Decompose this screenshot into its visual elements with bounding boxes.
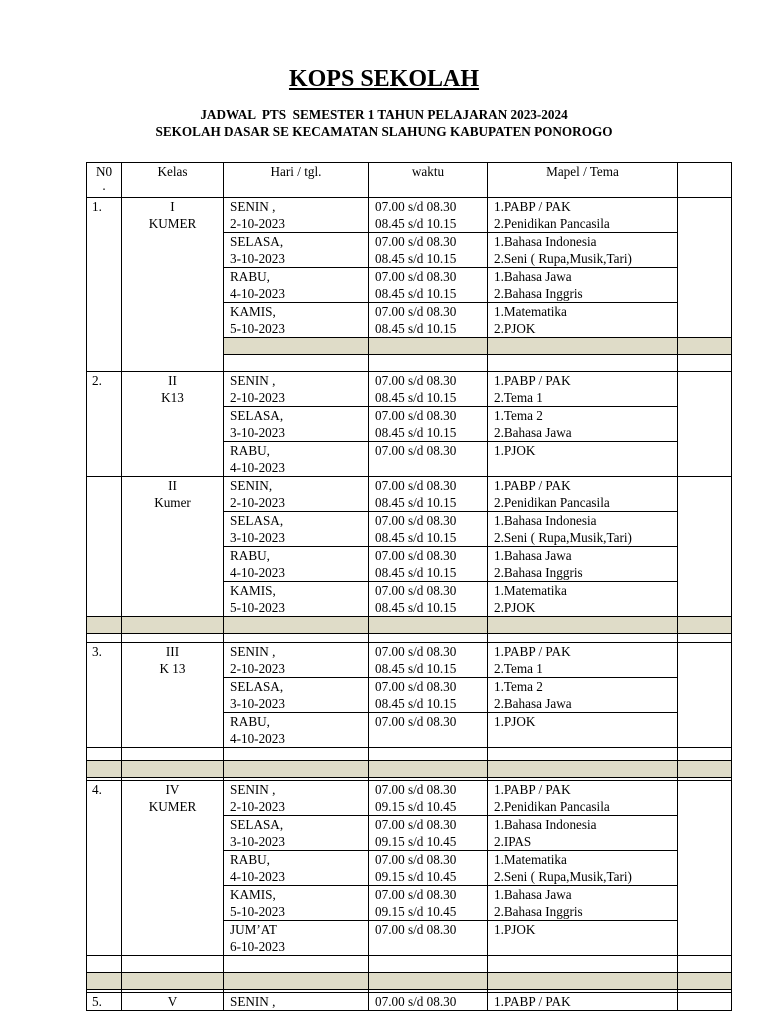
day-date-line-2: 4-10-2023 — [230, 565, 285, 580]
subject-line-2: 2.Seni ( Rupa,Musik,Tari) — [494, 869, 632, 884]
sep-cell — [224, 338, 369, 355]
class-name — [122, 643, 224, 748]
subject — [488, 198, 678, 233]
day-date-line-1: JUM’AT — [230, 922, 277, 937]
extra-cell — [678, 643, 732, 748]
subject-line-1: 1.PJOK — [494, 922, 536, 937]
document-subtitle-school: SEKOLAH DASAR SE KECAMATAN SLAHUNG KABUPATEN PONOROGO — [155, 124, 613, 139]
schedule-row — [87, 477, 732, 512]
time-slot-line-1: 07.00 s/d 08.30 — [375, 852, 457, 867]
class-name — [122, 993, 224, 1011]
time-slot-line-2: 08.45 s/d 10.15 — [375, 425, 457, 440]
subject-line-1: 1.Bahasa Indonesia — [494, 513, 597, 528]
blank-row — [87, 634, 732, 643]
day-date-line-1: KAMIS, — [230, 887, 276, 902]
subject — [488, 477, 678, 512]
subject — [488, 713, 678, 748]
time-slot — [369, 678, 488, 713]
schedule-row — [87, 993, 732, 1011]
day-date-line-2: 4-10-2023 — [230, 460, 285, 475]
time-slot-line-2: 09.15 s/d 10.45 — [375, 799, 457, 814]
subject — [488, 372, 678, 407]
subject-line-1: 1.Bahasa Indonesia — [494, 817, 597, 832]
time-slot-line-1: 07.00 s/d 08.30 — [375, 304, 457, 319]
subject — [488, 993, 678, 1011]
separator-row-cell — [369, 973, 488, 990]
class-name-line-1: II — [168, 373, 177, 388]
day-date-line-2: 6-10-2023 — [230, 939, 285, 954]
time-slot — [369, 643, 488, 678]
blank-row-cell — [87, 634, 122, 643]
day-date-line-1: SENIN, — [230, 478, 273, 493]
time-slot-line-2: 08.45 s/d 10.15 — [375, 495, 457, 510]
separator-row-cell — [87, 617, 122, 634]
time-slot — [369, 993, 488, 1011]
class-name — [122, 372, 224, 477]
blank-row-cell — [488, 956, 678, 973]
subject-line-1: 1.Tema 2 — [494, 679, 543, 694]
subject — [488, 921, 678, 956]
subject — [488, 407, 678, 442]
time-slot — [369, 547, 488, 582]
separator-row-cell — [678, 973, 732, 990]
separator-row-cell — [488, 761, 678, 778]
separator-row-cell — [224, 617, 369, 634]
subject-line-1: 1.Bahasa Indonesia — [494, 234, 597, 249]
day-date — [224, 886, 369, 921]
subject — [488, 678, 678, 713]
schedule-row — [87, 198, 732, 233]
separator-row — [87, 761, 732, 778]
day-date-line-2: 3-10-2023 — [230, 834, 285, 849]
time-slot-line-1: 07.00 s/d 08.30 — [375, 994, 457, 1009]
day-date — [224, 851, 369, 886]
class-name-line-2: Kumer — [154, 495, 191, 510]
blank-row — [87, 956, 732, 973]
day-date-line-1: SENIN , — [230, 373, 276, 388]
subject-line-1: 1.PJOK — [494, 443, 536, 458]
subject-line-1: 1.PABP / PAK — [494, 644, 571, 659]
time-slot-line-2: 09.15 s/d 10.45 — [375, 834, 457, 849]
time-slot — [369, 303, 488, 338]
time-slot — [369, 442, 488, 477]
time-slot-line-1: 07.00 s/d 08.30 — [375, 269, 457, 284]
day-date-line-1: RABU, — [230, 548, 270, 563]
subject — [488, 816, 678, 851]
day-date-line-1: RABU, — [230, 269, 270, 284]
blank-cell — [369, 355, 488, 372]
blank-row-cell — [678, 634, 732, 643]
schedule-row — [87, 372, 732, 407]
class-name-line-1: III — [165, 644, 180, 659]
day-date — [224, 582, 369, 617]
time-slot-line-1: 07.00 s/d 08.30 — [375, 234, 457, 249]
time-slot-line-1: 07.00 s/d 08.30 — [375, 817, 457, 832]
time-slot — [369, 582, 488, 617]
day-date-line-1: SELASA, — [230, 679, 284, 694]
subject — [488, 851, 678, 886]
day-date-line-2: 3-10-2023 — [230, 425, 285, 440]
day-date — [224, 678, 369, 713]
day-date-line-1: SELASA, — [230, 408, 284, 423]
day-date-line-1: RABU, — [230, 714, 270, 729]
day-date-line-2: 2-10-2023 — [230, 216, 285, 231]
subject-line-2: 2.PJOK — [494, 321, 536, 336]
day-date-line-1: SENIN , — [230, 782, 276, 797]
time-slot-line-1: 07.00 s/d 08.30 — [375, 782, 457, 797]
time-slot-line-1: 07.00 s/d 08.30 — [375, 679, 457, 694]
time-slot — [369, 781, 488, 816]
time-slot — [369, 921, 488, 956]
subject-line-1: 1.Matematika — [494, 304, 567, 319]
header-waktu: waktu — [369, 163, 488, 198]
schedule-row — [87, 643, 732, 678]
blank-cell — [678, 355, 732, 372]
blank-row-cell — [122, 956, 224, 973]
subject — [488, 268, 678, 303]
day-date-line-2: 5-10-2023 — [230, 904, 285, 919]
day-date — [224, 512, 369, 547]
day-date-line-1: SENIN , — [230, 644, 276, 659]
blank-cell — [488, 355, 678, 372]
time-slot-line-1: 07.00 s/d 08.30 — [375, 644, 457, 659]
blank-row-cell — [369, 956, 488, 973]
class-number — [87, 477, 122, 617]
time-slot — [369, 477, 488, 512]
blank-row-cell — [87, 956, 122, 973]
day-date-line-2: 4-10-2023 — [230, 731, 285, 746]
subject — [488, 781, 678, 816]
day-date — [224, 781, 369, 816]
class-name — [122, 198, 224, 372]
day-date-line-1: RABU, — [230, 443, 270, 458]
day-date — [224, 268, 369, 303]
subject-line-1: 1.PABP / PAK — [494, 373, 571, 388]
day-date-line-1: SENIN , — [230, 199, 276, 214]
time-slot — [369, 233, 488, 268]
day-date-line-2: 4-10-2023 — [230, 869, 285, 884]
time-slot-line-2: 09.15 s/d 10.45 — [375, 869, 457, 884]
separator-row-cell — [87, 973, 122, 990]
subject-line-1: 1.PJOK — [494, 714, 536, 729]
time-slot-line-1: 07.00 s/d 08.30 — [375, 922, 457, 937]
time-slot-line-2: 08.45 s/d 10.15 — [375, 661, 457, 676]
time-slot-line-1: 07.00 s/d 08.30 — [375, 408, 457, 423]
day-date — [224, 198, 369, 233]
blank-row-cell — [369, 748, 488, 761]
subject — [488, 233, 678, 268]
class-name — [122, 781, 224, 956]
header-no: N0 . — [87, 163, 122, 198]
day-date — [224, 442, 369, 477]
separator-row-cell — [678, 617, 732, 634]
time-slot — [369, 407, 488, 442]
day-date-line-1: KAMIS, — [230, 304, 276, 319]
class-name-line-1: II — [168, 478, 177, 493]
day-date-line-2: 3-10-2023 — [230, 530, 285, 545]
day-date — [224, 233, 369, 268]
class-name-line-1: IV — [165, 782, 180, 797]
time-slot-line-2: 08.45 s/d 10.15 — [375, 530, 457, 545]
subject-line-2: 2.Penidikan Pancasila — [494, 799, 610, 814]
sep-cell — [678, 338, 732, 355]
day-date-line-2: 2-10-2023 — [230, 661, 285, 676]
separator-row-cell — [87, 761, 122, 778]
time-slot — [369, 816, 488, 851]
time-slot-line-2: 08.45 s/d 10.15 — [375, 216, 457, 231]
separator-row-cell — [122, 973, 224, 990]
day-date-line-1: RABU, — [230, 852, 270, 867]
sep-cell — [369, 338, 488, 355]
subject-line-1: 1.Bahasa Jawa — [494, 548, 572, 563]
subject-line-2: 2.Penidikan Pancasila — [494, 495, 610, 510]
extra-cell — [678, 993, 732, 1011]
sep-cell — [488, 338, 678, 355]
subject-line-2: 2.Tema 1 — [494, 661, 543, 676]
separator-row-cell — [224, 761, 369, 778]
day-date — [224, 713, 369, 748]
day-date — [224, 477, 369, 512]
subject — [488, 643, 678, 678]
time-slot-line-2: 08.45 s/d 10.15 — [375, 565, 457, 580]
subject — [488, 886, 678, 921]
blank-row-cell — [87, 748, 122, 761]
day-date-line-2: 2-10-2023 — [230, 390, 285, 405]
subject-line-2: 2.Tema 1 — [494, 390, 543, 405]
time-slot — [369, 713, 488, 748]
time-slot — [369, 198, 488, 233]
separator-row-cell — [224, 973, 369, 990]
class-number: 2. — [87, 372, 122, 477]
subject-line-1: 1.PABP / PAK — [494, 782, 571, 797]
day-date-line-2: 3-10-2023 — [230, 251, 285, 266]
separator-row-cell — [488, 617, 678, 634]
subject-line-1: 1.Tema 2 — [494, 408, 543, 423]
day-date-line-2: 5-10-2023 — [230, 321, 285, 336]
subject-line-1: 1.Bahasa Jawa — [494, 269, 572, 284]
document-subtitle-schedule: JADWAL PTS SEMESTER 1 TAHUN PELAJARAN 2023-2024 — [200, 107, 568, 122]
class-number: 3. — [87, 643, 122, 748]
separator-row-cell — [369, 617, 488, 634]
header-extra — [678, 163, 732, 198]
blank-cell — [224, 355, 369, 372]
separator-row-cell — [122, 617, 224, 634]
day-date — [224, 407, 369, 442]
blank-row-cell — [678, 956, 732, 973]
subject-line-2: 2.Bahasa Inggris — [494, 565, 583, 580]
subject — [488, 442, 678, 477]
header-mapel: Mapel / Tema — [488, 163, 678, 198]
separator-row-cell — [488, 973, 678, 990]
document-title: KOPS SEKOLAH — [288, 66, 480, 92]
subject — [488, 547, 678, 582]
time-slot — [369, 372, 488, 407]
class-name-line-1: I — [170, 199, 175, 214]
blank-row-cell — [224, 634, 369, 643]
schedule-row — [87, 781, 732, 816]
day-date — [224, 372, 369, 407]
subject-line-2: 2.Bahasa Jawa — [494, 696, 572, 711]
time-slot-line-2: 08.45 s/d 10.15 — [375, 321, 457, 336]
class-number: 4. — [87, 781, 122, 956]
time-slot — [369, 268, 488, 303]
subject-line-2: 2.Seni ( Rupa,Musik,Tari) — [494, 530, 632, 545]
subject-line-2: 2.IPAS — [494, 834, 532, 849]
class-name-line-2: K13 — [161, 390, 184, 405]
subject-line-2: 2.Bahasa Inggris — [494, 286, 583, 301]
subject — [488, 512, 678, 547]
day-date — [224, 547, 369, 582]
separator-row-cell — [678, 761, 732, 778]
day-date-line-1: SELASA, — [230, 513, 284, 528]
blank-row-cell — [224, 748, 369, 761]
time-slot-line-1: 07.00 s/d 08.30 — [375, 513, 457, 528]
subject-line-1: 1.PABP / PAK — [494, 199, 571, 214]
time-slot-line-2: 08.45 s/d 10.15 — [375, 600, 457, 615]
time-slot-line-2: 08.45 s/d 10.15 — [375, 390, 457, 405]
subject-line-2: 2.Penidikan Pancasila — [494, 216, 610, 231]
time-slot — [369, 886, 488, 921]
day-date-line-1: KAMIS, — [230, 583, 276, 598]
extra-cell — [678, 477, 732, 617]
day-date-line-1: SELASA, — [230, 234, 284, 249]
subject-line-1: 1.Matematika — [494, 583, 567, 598]
blank-row-cell — [122, 634, 224, 643]
class-name-line-2: K 13 — [159, 661, 186, 676]
table-header-row — [87, 163, 732, 198]
header-hari: Hari / tgl. — [224, 163, 369, 198]
time-slot-line-1: 07.00 s/d 08.30 — [375, 199, 457, 214]
subject-line-1: 1.PABP / PAK — [494, 994, 571, 1009]
day-date — [224, 993, 369, 1011]
subject-line-1: 1.Bahasa Jawa — [494, 887, 572, 902]
time-slot-line-1: 07.00 s/d 08.30 — [375, 373, 457, 388]
class-name-line-2: KUMER — [148, 799, 197, 814]
day-date-line-1: SENIN , — [230, 994, 276, 1009]
extra-cell — [678, 781, 732, 956]
day-date-line-2: 2-10-2023 — [230, 799, 285, 814]
extra-cell — [678, 198, 732, 338]
blank-row-cell — [369, 634, 488, 643]
blank-row — [87, 748, 732, 761]
time-slot-line-2: 08.45 s/d 10.15 — [375, 696, 457, 711]
class-number: 1. — [87, 198, 122, 372]
time-slot — [369, 512, 488, 547]
blank-row-cell — [488, 748, 678, 761]
separator-row — [87, 617, 732, 634]
subject — [488, 582, 678, 617]
class-number: 5. — [87, 993, 122, 1011]
exam-schedule-table — [86, 162, 732, 1011]
class-name-line-1: V — [167, 994, 178, 1009]
subject-line-2: 2.Bahasa Jawa — [494, 425, 572, 440]
time-slot-line-1: 07.00 s/d 08.30 — [375, 887, 457, 902]
day-date — [224, 643, 369, 678]
subject-line-1: 1.Matematika — [494, 852, 567, 867]
separator-row-cell — [369, 761, 488, 778]
blank-row-cell — [678, 748, 732, 761]
exam-schedule-body — [87, 163, 732, 1011]
day-date-line-2: 5-10-2023 — [230, 600, 285, 615]
day-date — [224, 303, 369, 338]
day-date-line-2: 3-10-2023 — [230, 696, 285, 711]
day-date — [224, 816, 369, 851]
day-date-line-2: 4-10-2023 — [230, 286, 285, 301]
subject-line-2: 2.PJOK — [494, 600, 536, 615]
time-slot-line-1: 07.00 s/d 08.30 — [375, 714, 457, 729]
extra-cell — [678, 372, 732, 477]
subject-line-2: 2.Seni ( Rupa,Musik,Tari) — [494, 251, 632, 266]
separator-row — [87, 973, 732, 990]
class-name — [122, 477, 224, 617]
time-slot-line-2: 08.45 s/d 10.15 — [375, 286, 457, 301]
time-slot-line-1: 07.00 s/d 08.30 — [375, 583, 457, 598]
blank-row-cell — [122, 748, 224, 761]
subject-line-1: 1.PABP / PAK — [494, 478, 571, 493]
time-slot-line-1: 07.00 s/d 08.30 — [375, 548, 457, 563]
time-slot-line-1: 07.00 s/d 08.30 — [375, 478, 457, 493]
blank-row-cell — [224, 956, 369, 973]
header-kelas: Kelas — [122, 163, 224, 198]
day-date — [224, 921, 369, 956]
subject — [488, 303, 678, 338]
time-slot-line-1: 07.00 s/d 08.30 — [375, 443, 457, 458]
class-name-line-2: KUMER — [148, 216, 197, 231]
subject-line-2: 2.Bahasa Inggris — [494, 904, 583, 919]
time-slot-line-2: 09.15 s/d 10.45 — [375, 904, 457, 919]
separator-row-cell — [122, 761, 224, 778]
blank-row-cell — [488, 634, 678, 643]
day-date-line-1: SELASA, — [230, 817, 284, 832]
time-slot — [369, 851, 488, 886]
time-slot-line-2: 08.45 s/d 10.15 — [375, 251, 457, 266]
day-date-line-2: 2-10-2023 — [230, 495, 285, 510]
